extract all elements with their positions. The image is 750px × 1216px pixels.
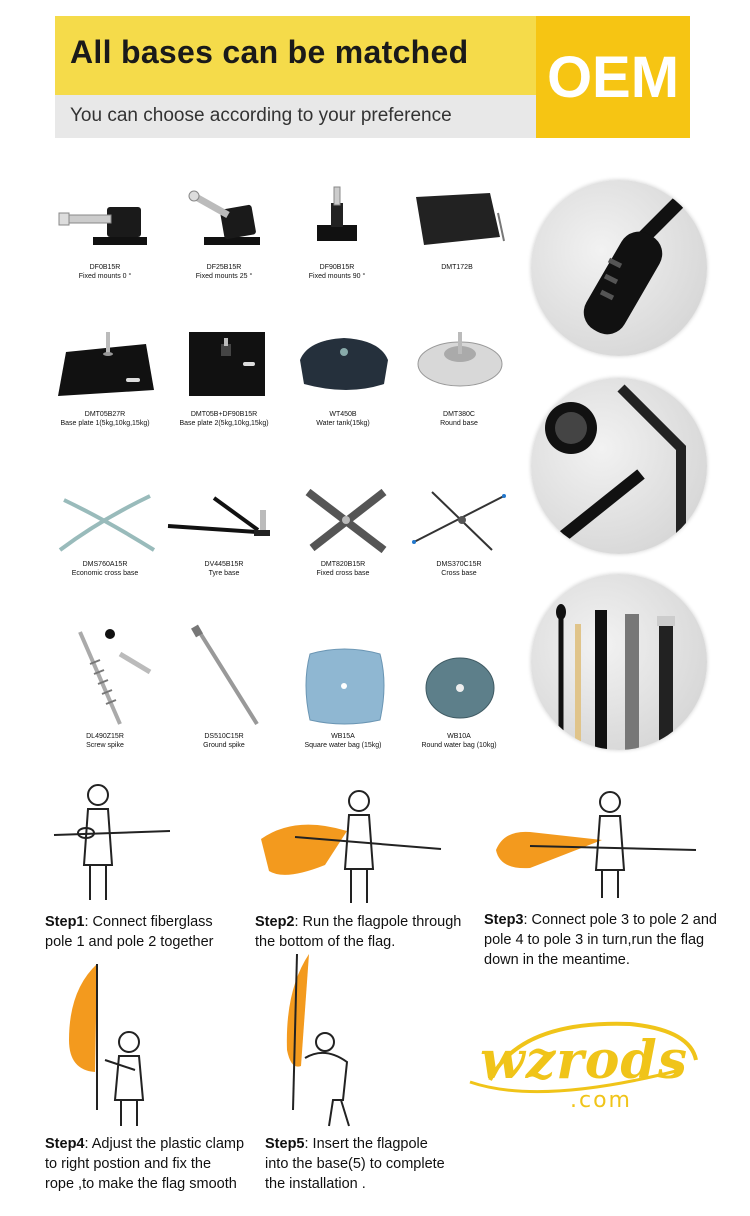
product-df0b15r: [40, 185, 170, 281]
step1-label: Step1: [45, 914, 85, 930]
base-plate-1-image: [50, 330, 160, 408]
step4-line1: : Adjust the plastic clamp: [84, 1136, 245, 1152]
pole-clamp-image: [531, 180, 707, 356]
oem-badge: OEM: [536, 16, 690, 138]
economic-cross-base-image: [50, 490, 160, 558]
step2-line1: : Run the flagpole through: [294, 914, 462, 930]
screw-spike-image: [50, 624, 160, 730]
product-code: DMT05B27R: [84, 411, 126, 418]
step1-illustration: [50, 775, 210, 905]
product-dl490z15r: [40, 624, 170, 750]
product-dms760a15r: [40, 490, 170, 578]
product-code: DS510C15R: [204, 733, 244, 740]
product-name: Fixed mounts 90 °: [308, 273, 366, 280]
round-base-image: [404, 330, 514, 408]
tyre-base-image: [164, 490, 284, 558]
step5-line2: into the base(5) to complete: [265, 1156, 445, 1172]
product-code: DMS370C15R: [436, 561, 482, 568]
detail-circle-pole-end: [531, 378, 707, 554]
product-code: DF90B15R: [319, 264, 355, 271]
detail-circle-pole-sections: [531, 574, 707, 750]
fixed-mount-90-image: [287, 185, 387, 261]
page-subtitle: You can choose according to your preference: [70, 105, 452, 126]
product-df90b15r: [272, 185, 402, 281]
step3-line3: down in the meantime.: [484, 952, 630, 968]
step5-label: Step5: [265, 1136, 305, 1152]
fixed-mount-0-image: [55, 185, 155, 261]
step2-label: Step2: [255, 914, 295, 930]
step4-text: [45, 1134, 260, 1194]
product-name: Tyre base: [208, 570, 240, 577]
product-dmt172b: [392, 185, 522, 272]
product-code: WB15A: [331, 733, 355, 740]
step5-illustration: [265, 950, 375, 1130]
step4-line3: rope ,to make the flag smooth: [45, 1176, 237, 1192]
product-ds510c15r: [159, 624, 289, 750]
product-name: Fixed cross base: [316, 570, 370, 577]
step3-text: [484, 910, 729, 970]
product-code: WT450B: [329, 411, 357, 418]
step1-line1: : Connect fiberglass: [84, 914, 213, 930]
square-water-bag-image: [288, 624, 398, 730]
product-dmt380c: [394, 330, 524, 428]
product-code: DMS760A15R: [82, 561, 128, 568]
product-name: Screw spike: [86, 742, 124, 749]
product-code: DF25B15R: [206, 264, 242, 271]
fixed-cross-base-image: [288, 482, 398, 558]
product-name: Economic cross base: [71, 570, 139, 577]
step4-illustration: [55, 960, 175, 1130]
product-code: WB10A: [447, 733, 471, 740]
product-code: DV445B15R: [204, 561, 244, 568]
step1-text: [45, 912, 245, 952]
step2-line2: the bottom of the flag.: [255, 934, 396, 950]
step5-text: [265, 1134, 475, 1194]
step3-line2: pole 4 to pole 3 in turn,run the flag: [484, 932, 705, 948]
product-code: DMT820B15R: [320, 561, 366, 568]
product-code: DMT380C: [443, 411, 475, 418]
wzrods-logo: [460, 1010, 710, 1130]
product-name: Square water bag (15kg): [304, 742, 382, 749]
product-name: Water tank(15kg): [316, 420, 370, 427]
product-name: Fixed mounts 25 °: [195, 273, 253, 280]
step3-label: Step3: [484, 912, 524, 928]
water-tank-image: [288, 330, 398, 408]
fixed-mount-25-image: [174, 185, 274, 261]
product-code: DMT172B: [441, 264, 473, 271]
product-dv445b15r: [159, 490, 289, 578]
product-code: DF0B15R: [89, 264, 121, 271]
product-name: Round water bag (10kg): [421, 742, 497, 749]
step1-line2: pole 1 and pole 2 together: [45, 934, 214, 950]
step2-illustration: [255, 785, 455, 905]
step3-line1: : Connect pole 3 to pole 2 and: [523, 912, 717, 928]
product-dmt05b27r: [40, 330, 170, 428]
logo-text: wzrods: [480, 1030, 689, 1091]
product-code: DMT05B+DF90B15R: [190, 411, 258, 418]
product-wb15a: [278, 624, 408, 750]
product-wt450b: [278, 330, 408, 428]
page-title: All bases can be matched: [70, 34, 469, 70]
pole-end-image: [531, 378, 707, 554]
step4-line2: to right postion and fix the: [45, 1156, 212, 1172]
product-name: Base plate 2(5kg,10kg,15kg): [179, 420, 269, 427]
step5-line1: : Insert the flagpole: [304, 1136, 428, 1152]
step2-text: [255, 912, 480, 952]
product-name: Fixed mounts 0 °: [78, 273, 132, 280]
step4-label: Step4: [45, 1136, 85, 1152]
product-name: Cross base: [441, 570, 477, 577]
product-dmt820b15r: [278, 482, 408, 578]
product-code: DL490Z15R: [86, 733, 124, 740]
pole-sections-image: [531, 574, 707, 750]
round-water-bag-image: [404, 624, 514, 730]
product-dmt05b-df90b15r: [159, 330, 289, 428]
product-wb10a: [394, 624, 524, 750]
ground-spike-image: [169, 624, 279, 730]
product-name: Ground spike: [203, 742, 245, 749]
product-name: Base plate 1(5kg,10kg,15kg): [60, 420, 150, 427]
detail-circle-clamp: [531, 180, 707, 356]
step5-line3: the installation .: [265, 1176, 366, 1192]
ground-plate-image: [402, 185, 512, 261]
base-plate-2-image: [169, 330, 279, 408]
product-df25b15r: [159, 185, 289, 281]
logo-domain: .com: [570, 1088, 632, 1113]
step3-illustration: [490, 790, 700, 900]
product-dms370c15r: [394, 482, 524, 578]
product-name: Round base: [440, 420, 478, 427]
cross-base-image: [404, 482, 514, 558]
